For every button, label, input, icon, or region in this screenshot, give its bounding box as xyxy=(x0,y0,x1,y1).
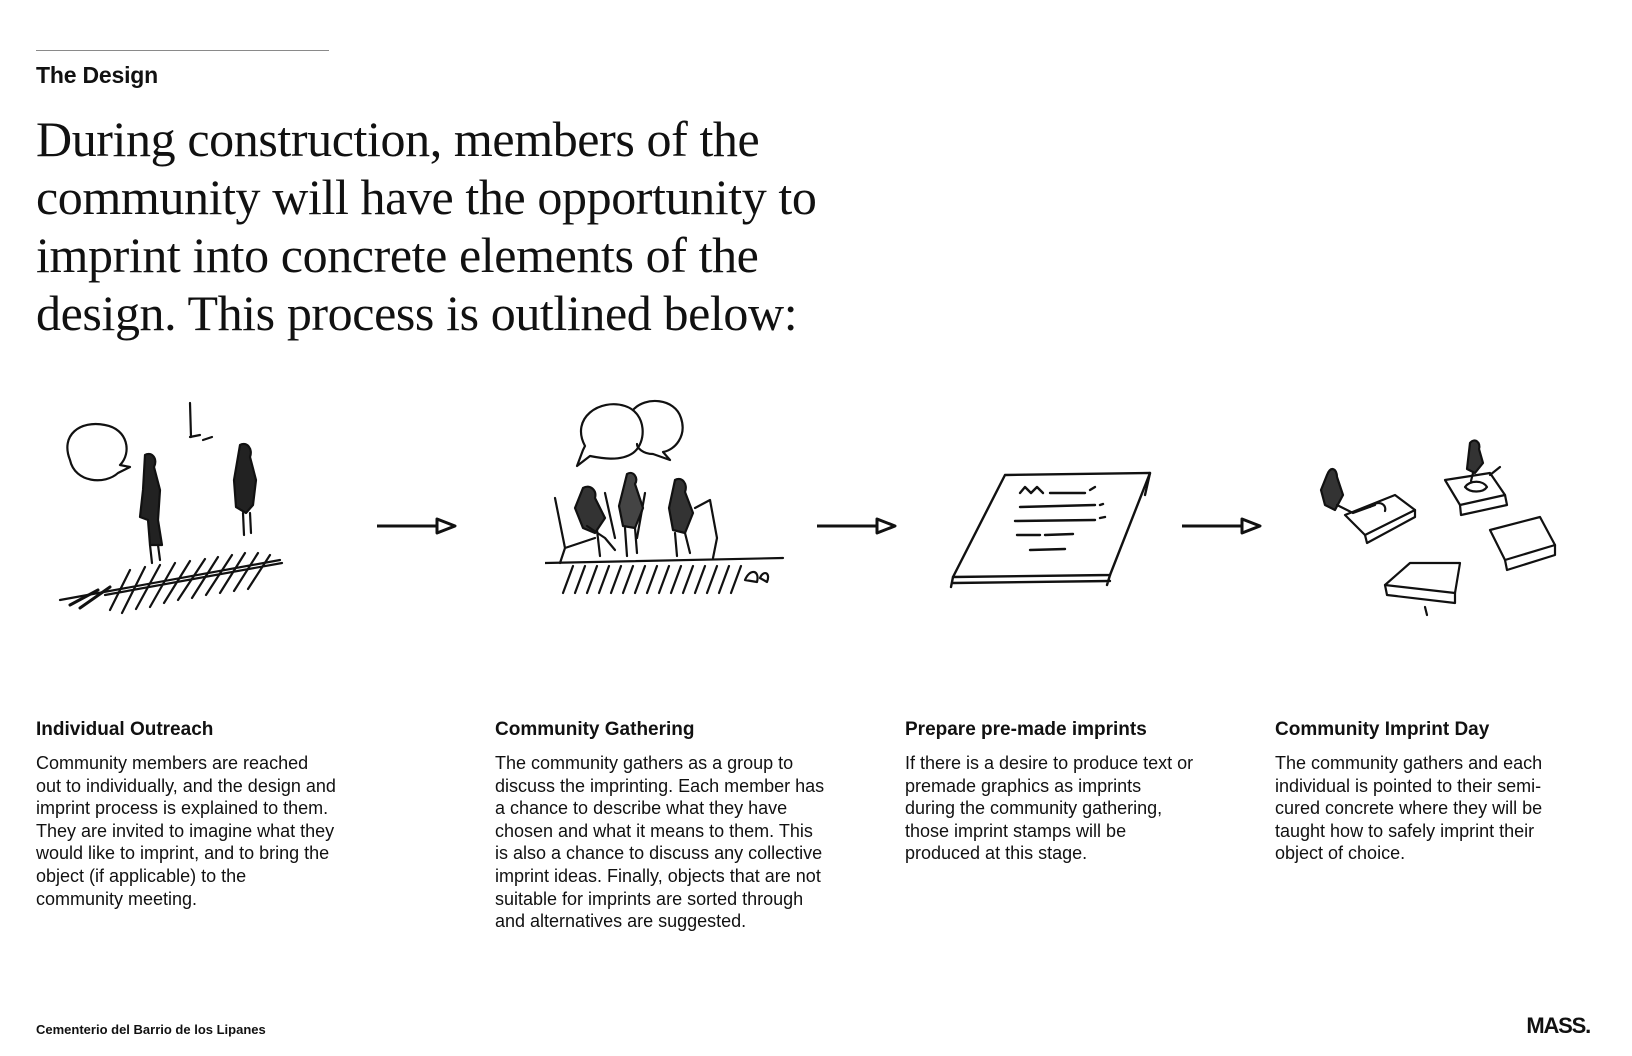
step-body: If there is a desire to produce text or premade graphics as imprints during the community gathering, those imprint stamps will be produced at this stage. xyxy=(905,753,1194,864)
step-body: The community gathers and each individual is pointed to their semi-cured concrete where they will be taught how to safely imprint their object of choice. xyxy=(1275,753,1543,864)
mass-logo: MASS. xyxy=(1526,1013,1590,1038)
arrow-right-icon xyxy=(815,515,897,542)
step-body: Community members are reached out to individually, and the design and imprint process is explained to them. They are invited to imagine what they would like to imprint, and to bring the object (if applicable) to the community meeting. xyxy=(36,753,336,909)
section-title: The Design xyxy=(36,62,158,88)
imprint-stamp-sketch-icon xyxy=(945,465,1155,595)
step-community-gathering xyxy=(495,718,825,933)
step-title: Community Imprint Day xyxy=(1275,719,1490,740)
arrow-right-icon xyxy=(375,515,457,542)
step-body: The community gathers as a group to discuss the imprinting. Each member has a chance to describe what they have chosen and what it means to them. This is also a chance to discuss any collective imprint ideas. Finally, objects that are not suitable for imprints are sorted through and alternatives are suggested. xyxy=(495,753,825,932)
imprint-day-sketch-icon xyxy=(1315,435,1565,625)
step-title: Individual Outreach xyxy=(36,719,214,740)
gathering-sketch-icon xyxy=(545,398,785,598)
outreach-sketch-icon xyxy=(50,395,300,635)
lede-paragraph: During construction, members of the community will have the opportunity to imprint into concrete elements of the design. This process is outlined below: xyxy=(36,111,817,341)
header-rule xyxy=(36,50,329,51)
step-title: Community Gathering xyxy=(495,719,695,740)
step-prepare-imprints xyxy=(905,718,1195,865)
arrow-right-icon xyxy=(1180,515,1262,542)
footer-project-name: Cementerio del Barrio de los Lipanes xyxy=(36,1022,266,1037)
step-individual-outreach xyxy=(36,718,336,910)
step-title: Prepare pre-made imprints xyxy=(905,719,1147,740)
step-community-imprint-day xyxy=(1275,718,1570,865)
